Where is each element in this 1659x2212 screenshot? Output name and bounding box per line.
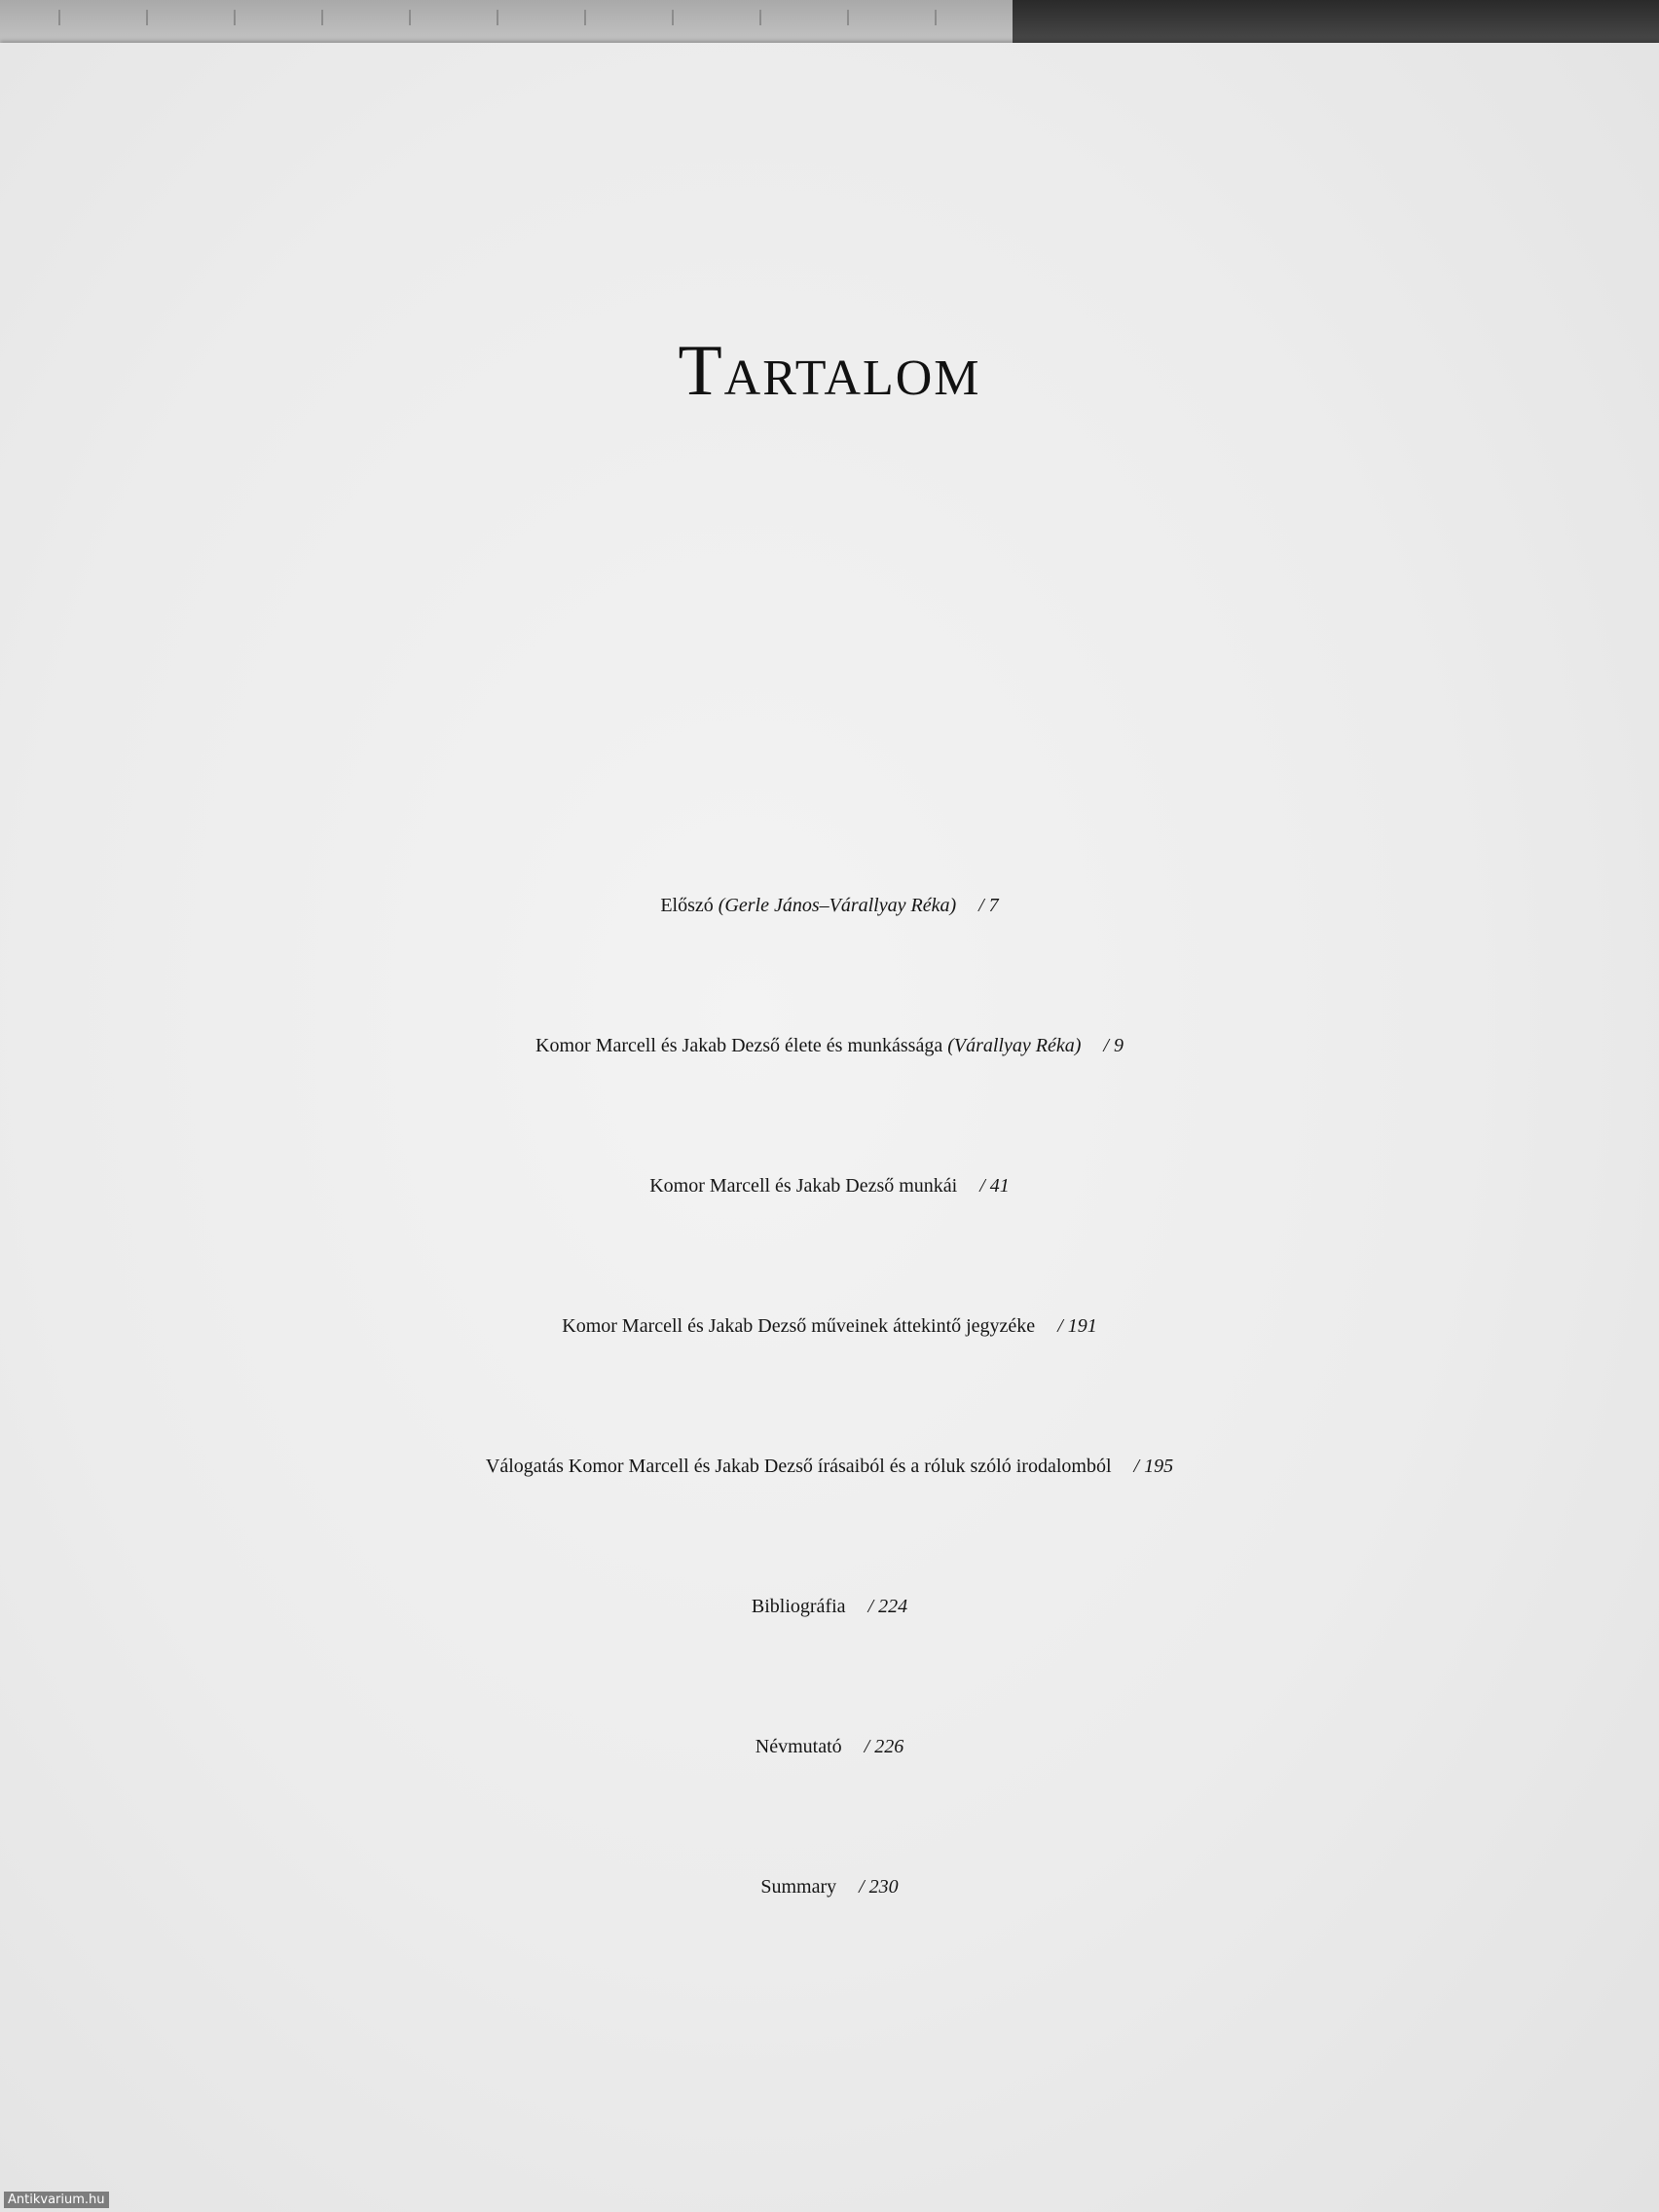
- ruler-tick: [234, 10, 236, 25]
- ruler-tick: [672, 10, 674, 25]
- toc-entry-page: / 9: [1103, 1035, 1124, 1056]
- toc-entry-title: Summary: [760, 1876, 837, 1898]
- toc-entry-title: Bibliográfia: [751, 1596, 846, 1617]
- toc-entry-title: Válogatás Komor Marcell és Jakab Dezső írásaiból és a róluk szóló irodalomból: [485, 1456, 1112, 1477]
- toc-entry-author: (Gerle János–Várallyay Réka): [718, 895, 957, 916]
- toc-entry-title: Névmutató: [755, 1736, 842, 1757]
- toc-entry-title: Komor Marcell és Jakab Dezső élete és munkássága: [535, 1035, 943, 1056]
- ruler-tick: [58, 10, 60, 25]
- ruler-tick: [497, 10, 498, 25]
- toc-entry-page: / 226: [864, 1736, 904, 1757]
- watermark: Antikvarium.hu: [4, 2192, 109, 2208]
- toc-entry-page: / 195: [1133, 1456, 1174, 1477]
- ruler-tick: [584, 10, 586, 25]
- toc-entry-page: / 41: [979, 1175, 1010, 1197]
- toc-entry: [0, 1597, 1659, 1616]
- ruler-tick: [321, 10, 323, 25]
- toc-entry: [0, 1036, 1659, 1055]
- ruler-tick: [146, 10, 148, 25]
- toc-entry: [0, 1737, 1659, 1756]
- toc-entry: [0, 1456, 1659, 1476]
- book-page: [0, 43, 1659, 2212]
- toc-entry-title: Komor Marcell és Jakab Dezső munkái: [649, 1175, 958, 1197]
- ruler-tick: [409, 10, 411, 25]
- page-title: Tartalom: [678, 331, 981, 411]
- toc-entry: [0, 896, 1659, 915]
- ruler-tick: [935, 10, 937, 25]
- book-cover-edge: [1013, 0, 1659, 45]
- ruler-tick: [759, 10, 761, 25]
- toc-entry: [0, 1316, 1659, 1336]
- toc-entry-title: Előszó: [660, 895, 714, 916]
- toc-entry: [0, 1176, 1659, 1196]
- ruler-tick: [847, 10, 849, 25]
- toc-entry: [0, 1877, 1659, 1897]
- toc-entry-author: (Várallyay Réka): [947, 1035, 1082, 1056]
- toc-entry-page: / 191: [1057, 1315, 1097, 1337]
- toc-entry-page: / 7: [978, 895, 999, 916]
- toc-entry-page: / 224: [867, 1596, 908, 1617]
- toc-entry-title: Komor Marcell és Jakab Dezső műveinek áttekintő jegyzéke: [562, 1315, 1036, 1337]
- toc-entry-page: / 230: [859, 1876, 899, 1898]
